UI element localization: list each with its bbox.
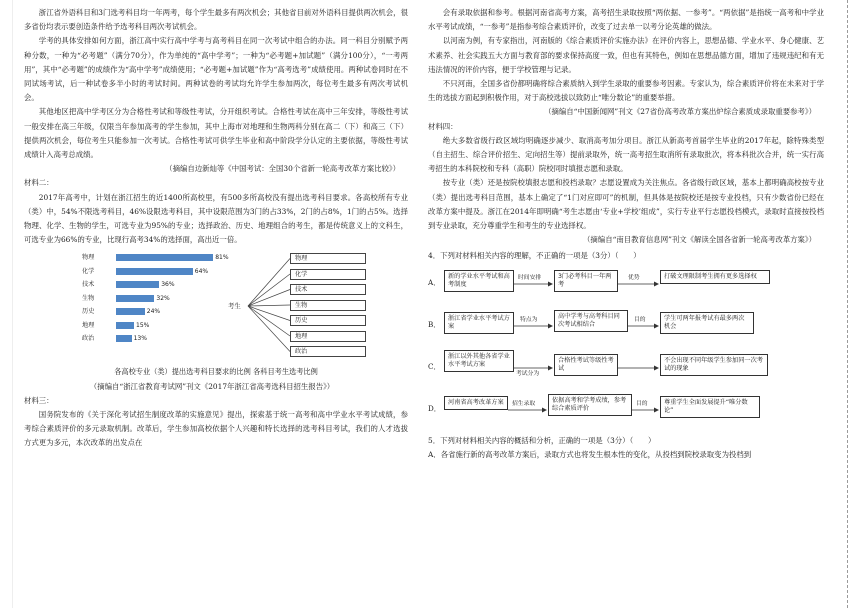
question-5: 5．下列对材料相关内容的概括和分析，正确的一项是（3分）（ ） <box>428 435 656 445</box>
tree-leaf-box: 物理 <box>290 253 366 264</box>
material4-paragraph-1: 绝大多数省级行政区域均明确逐步减少、取消高考加分项目。浙江从新高考首届学生毕业的2017年起，除特殊类型（自主招生、综合评价招生、定向招生等）提前录取外，统一高考招生取消所有录取批次，将本科批次合并，统一实行高考招生的本科院校和专科（高职）院校同时填报志愿和录取。 <box>428 135 824 174</box>
material3-source: （摘编自“中国新闻网”刊文《27省份高考改革方案出炉综合素质成录取重要参考》） <box>544 107 816 117</box>
option-b-box-1: 浙江省学业水平考试方案 <box>444 312 514 334</box>
option-b-box-2: 高中学考与高考科目同次考试相结合 <box>554 310 628 332</box>
bar-value-label: 81% <box>215 254 229 262</box>
tree-branch-line <box>248 259 290 307</box>
material1-paragraph-3: 其他地区把高中学考区分为合格性考试和等级性考试，分开组织考试。合格性考试在高中三年安排，等级性考试一般安排在高三年级，仅限当年参加高考的学生参加，其中上海市对地理和生物两科分别在高二（下）和高三（下）提供两次机会，每位考生只能参加一次考试。合格性考试可供学生毕业和高中阶段学分认定的主要依据，等级性考试成绩计入高考总成绩。 <box>24 107 408 160</box>
option-d-arrow-label-2: 目的 <box>636 400 648 407</box>
bar-value-label: 32% <box>156 294 170 302</box>
question-4-option-b[interactable] <box>428 308 824 348</box>
tree-branch-line <box>248 290 290 307</box>
bar <box>116 281 159 288</box>
option-d-box-3: 尊重学生全面发展提升“唯分数论” <box>660 396 760 418</box>
bar <box>116 268 193 275</box>
left-margin-line <box>12 0 13 608</box>
material4-source: （摘编自“南目教育信息网”刊文《解读全国各省新一轮高考改革方案》） <box>583 235 816 245</box>
left-column <box>24 6 408 451</box>
option-b-letter: B． <box>428 319 441 329</box>
material1-paragraph-1: 浙江省外语科目和3门选考科目均一年两考，每个学生最多有两次机会；其他省目前对外语科目提供两次机会，很多省份均表示要创造条件给予选考科目两次考试机会。 <box>24 8 408 32</box>
bar-value-label: 36% <box>161 281 175 289</box>
material4-label: 材料四： <box>428 121 458 131</box>
bar-category-label: 化学 <box>82 267 95 275</box>
figure-caption: 各高校专业（类）提出选考科目要求的比例 各科目考生选考比例 <box>114 367 318 377</box>
option-d-box-2: 依据高考和学考成绩，参考综合素质评价 <box>548 394 632 416</box>
option-c-letter: C． <box>428 361 441 371</box>
material3-paragraph-2: 以河南为例，有专家指出，河南版的《综合素质评价实施办法》在评价内容上，思想品德、学业水平、身心健康、艺术素养、社会实践五大方面与教育部的要求保持高度一致，但也有其特色，例如在思想品德方面，增加了违规违纪和有无违法情况的评价内容，便于学校管理与记录。 <box>428 36 824 74</box>
option-d-letter: D． <box>428 403 441 413</box>
material4-paragraph-2: 按专业（类）还是按院校填报志愿和投档录取？志愿设置成为关注焦点。各省级行政区域，基本上都明确高校按专业（类）提出选考科目范围，基本上确定了“1门对应即可”的机制，但具体是按院校还是按专业投档，只有少数省份已经在改革方案中提及。浙江在2014年即明确“考生志愿由‘专业+学校’组成”，实行专业平行志愿投档模式，录取时直接按投档到专业录取，充分尊重学生和考生的专业选择权。 <box>428 178 824 231</box>
right-column <box>428 6 824 462</box>
bar-value-label: 24% <box>146 308 161 316</box>
tree-branch-line <box>248 306 290 352</box>
option-a-arrow-label-2: 优势 <box>628 274 640 281</box>
option-c-box-3: 不会出现不同年级学生参加同一次考试的现象 <box>660 354 768 376</box>
bar-value-label: 13% <box>133 335 147 343</box>
option-b-box-3: 学生可两年报考试有最多两次机会 <box>660 312 754 334</box>
binding-gutter-line <box>847 0 848 608</box>
material3-label: 材料三： <box>24 395 54 405</box>
bar-category-label: 生物 <box>82 294 95 302</box>
option-b-arrow-label-1: 特点为 <box>520 316 538 323</box>
question-5-option-a[interactable]: A．各省施行新的高考改革方案后，录取方式也将发生根本性的变化，从投档到院校录取变为投档到 <box>428 449 752 459</box>
tree-leaf-box: 生物 <box>290 300 366 311</box>
option-a-arrow-label-1: 时间安排 <box>518 274 542 281</box>
material1-source: （摘编自边新灿等《中国考试：全国30个省新一轮高考改革方案比较》） <box>165 164 400 174</box>
option-c-box-1: 浙江以外其他各省学业水平考试方案 <box>444 350 514 372</box>
tree-branch-line <box>248 305 290 306</box>
material3-paragraph-3: 不只河南，全国多省份都明确将综合素质纳入到学生录取的重要参考因素。专家认为，综合素质评价将在未来对于学生的选拔方面起到积极作用，对于高校选拔以致防止“唯分数论”的重要举措。 <box>428 79 824 103</box>
option-d-box-1: 河南省高考改革方案 <box>444 396 508 410</box>
material1-paragraph-2: 学考的具体安排如何方面，浙江高中实行高中学考与高考科目在同一次考试中组合的办法。同一科目分别赋予两种分数，一种为“必考题”（满分70分），作为单纯的“高中学考”；一种为“必考题+加试题”（满分100分），“一考两用”，其中“必考题”的成绩作为“高中学考”成绩使用；“必考题+加试题”作为“高考选考”成绩使用。两种试卷同时在不同试场考试，后一种试卷多半小时的考试时间。两种试卷的考试均允许学生参加两次，每位考生最多有两次考试机会。 <box>24 36 408 103</box>
tree-leaf-box: 历史 <box>290 315 366 326</box>
tree-leaf-box: 化学 <box>290 269 366 280</box>
tree-branch-line <box>248 306 290 336</box>
tree-branch-line <box>248 274 290 306</box>
question-4: 4．下列对材料相关内容的理解，不正确的一项是（3分）（ ） <box>428 251 641 261</box>
material2-label: 材料二： <box>24 178 54 188</box>
bar-value-label: 15% <box>136 321 150 329</box>
question-4-option-a[interactable] <box>428 266 824 306</box>
bar <box>116 335 132 342</box>
bar <box>116 254 213 261</box>
question-4-option-c[interactable] <box>428 350 824 390</box>
bar <box>116 308 145 315</box>
material3-paragraph-cont: 会有录取依据和参考。根据河南省高考方案，高考招生录取按照“两依据、一参考”。“两依据”是指统一高考和中学业水平考试成绩，“一参考”是指参考综合素质评价，改变了过去单一以考分论英雄的做法。 <box>428 8 824 32</box>
option-a-box-1: 新的学业水平考试和高考制度 <box>444 270 514 292</box>
bar-category-label: 地理 <box>82 321 95 329</box>
material2-paragraph: 2017年高考中，计划在浙江招生的近1400所高校里，有500多所高校没有提出选考科目要求。各高校所有专业（类）中，54%不限选考科目，46%设限选考科目，其中设限范围为3门的占33%，2门的占8%，1门的占5%。选择物理、化学、生物的学生，可选专业为95%的专业；选择政治、历史、地理组合的考生，都是传统意义上的文科生，可选专业为66%的专业，比现行高考34%的选择面，高出近一倍。 <box>24 192 408 245</box>
bar-category-label: 历史 <box>82 308 95 316</box>
bar-value-label: 64% <box>194 267 209 275</box>
tree-leaf-box: 技术 <box>290 284 366 295</box>
option-a-box-2: 3门必考科目一年两考 <box>554 270 618 292</box>
bar-category-label: 政治 <box>82 335 95 343</box>
material2-figure <box>24 251 408 363</box>
bar <box>116 295 154 302</box>
option-a-letter: A． <box>428 277 441 287</box>
bar-category-label: 技术 <box>82 281 95 289</box>
option-c-arrow-label-1: 考试分为 <box>516 370 540 377</box>
option-d-arrow-label-1: 招生录取 <box>512 400 536 407</box>
option-a-box-3: 打破文理限制考生拥有更多选择权 <box>660 270 770 284</box>
option-b-arrow-label-2: 目的 <box>634 316 646 323</box>
tree-root-label: 考生 <box>228 302 241 311</box>
student-subject-tree-diagram <box>226 251 386 361</box>
tree-leaf-box: 政治 <box>290 346 366 357</box>
question-4-option-d[interactable] <box>428 392 824 432</box>
material3-paragraph: 国务院发布的《关于深化考试招生制度改革的实施意见》提出，探索基于统一高考和高中学业水平考试成绩，参考综合素质评价的多元录取机制。改革后，学生参加高校依据个人兴趣和特长选择的选考科目考试，我们的人才选拔方式更为多元，本次改革的出发点在 <box>24 410 408 448</box>
bar <box>116 322 134 329</box>
material2-source: （摘编自“浙江省教育考试网”刊文《2017年浙江省高考选科目招生报告》） <box>89 381 335 391</box>
option-c-box-2: 合格性考试等级性考试 <box>554 354 618 376</box>
bar-category-label: 物理 <box>82 254 95 262</box>
tree-leaf-box: 地理 <box>290 331 366 342</box>
